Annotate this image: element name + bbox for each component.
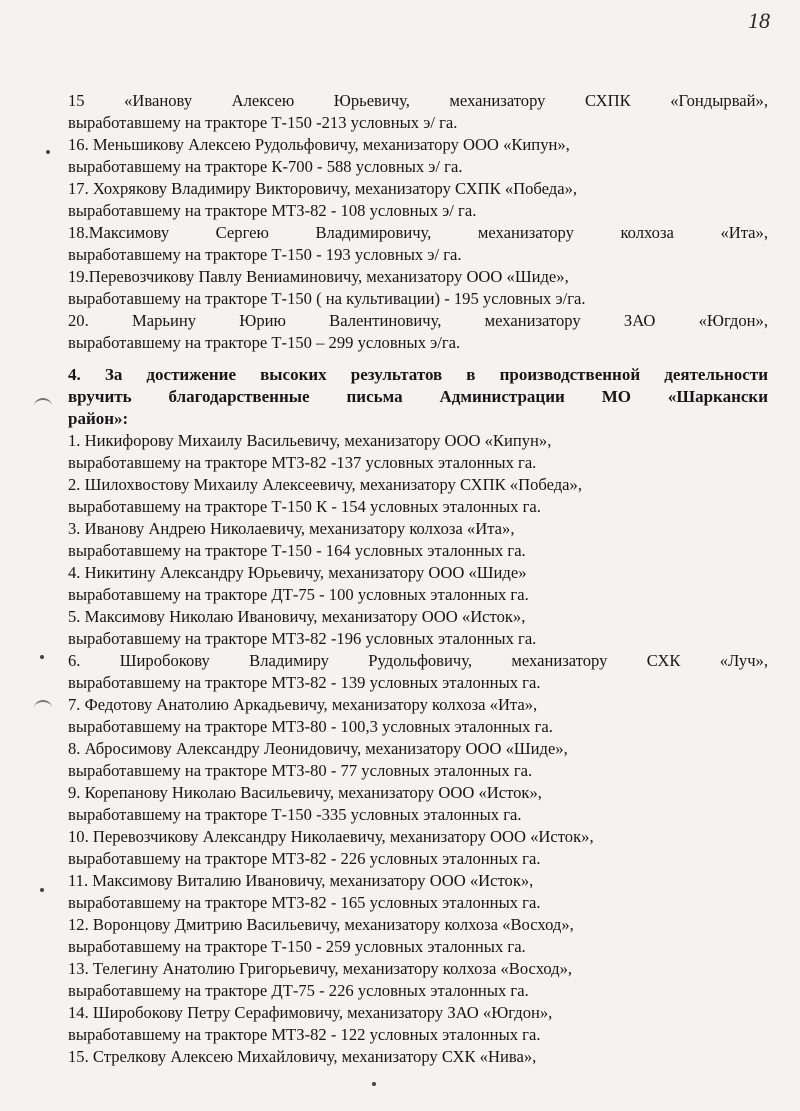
heading-line: 4. За достижение высоких результатов в производственной деятельности xyxy=(68,365,768,384)
heading-line: вручить благодарственные письма Администрации МО «Шаркански xyxy=(68,387,768,406)
award-entry-line: 7. Федотову Анатолию Аркадьевичу, механизатору колхоза «Ита», xyxy=(68,695,538,714)
award-entry-line: 10. Перевозчикову Александру Николаевичу, механизатору ООО «Исток», xyxy=(68,827,594,846)
award-entry-line: 3. Иванову Андрею Николаевичу, механизатору колхоза «Ита», xyxy=(68,519,515,538)
award-entry-line: 9. Корепанову Николаю Васильевичу, механизатору ООО «Исток», xyxy=(68,783,542,802)
scan-dot xyxy=(40,655,44,659)
award-entry-line: выработавшему на тракторе МТЗ-82 - 165 условных эталонных га. xyxy=(68,893,541,912)
award-entry-line: выработавшему на тракторе Т-150 -213 условных э/ га. xyxy=(68,113,458,132)
award-entry-line: выработавшему на тракторе Т-150 -335 условных эталонных га. xyxy=(68,805,522,824)
award-entry-line: 14. Широбокову Петру Серафимовичу, механизатору ЗАО «Югдон», xyxy=(68,1003,553,1022)
award-entry-line: выработавшему на тракторе Т-150 - 164 условных эталонных га. xyxy=(68,541,526,560)
award-entry-line: 15 «Иванову Алексею Юрьевичу, механизатору СХПК «Гондырвай», xyxy=(68,91,768,110)
award-entry-line: 17. Хохрякову Владимиру Викторовичу, механизатору СХПК «Победа», xyxy=(68,179,578,198)
award-entry-line: 18.Максимову Сергею Владимировичу, механизатору колхоза «Ита», xyxy=(68,223,768,242)
award-entry-line: выработавшему на тракторе ДТ-75 - 100 условных эталонных га. xyxy=(68,585,529,604)
heading-line: район»: xyxy=(68,409,129,428)
scan-dot xyxy=(372,1082,376,1086)
award-entry-line: 4. Никитину Александру Юрьевичу, механизатору ООО «Шиде» xyxy=(68,563,527,582)
award-entry-line: 5. Максимову Николаю Ивановичу, механизатору ООО «Исток», xyxy=(68,607,526,626)
award-entry-line: выработавшему на тракторе К-700 - 588 условных э/ га. xyxy=(68,157,463,176)
award-entry-line: выработавшему на тракторе МТЗ-80 - 77 условных эталонных га. xyxy=(68,761,533,780)
award-entry-line: выработавшему на тракторе МТЗ-82 -137 условных эталонных га. xyxy=(68,453,537,472)
scan-mark xyxy=(34,398,52,414)
award-entry-line: выработавшему на тракторе МТЗ-82 - 108 условных э/ га. xyxy=(68,201,477,220)
scan-dot xyxy=(46,150,50,154)
award-entry-line: выработавшему на тракторе Т-150 - 259 условных эталонных га. xyxy=(68,937,526,956)
award-entry-line: 13. Телегину Анатолию Григорьевичу, механизатору колхоза «Восход», xyxy=(68,959,573,978)
award-entry-line: выработавшему на тракторе МТЗ-80 - 100,3 условных эталонных га. xyxy=(68,717,553,736)
award-entry-line: 2. Шилохвостову Михаилу Алексеевичу, механизатору СХПК «Победа», xyxy=(68,475,582,494)
award-entry-line: выработавшему на тракторе Т-150 – 299 условных э/га. xyxy=(68,333,461,352)
award-entry-line: выработавшему на тракторе Т-150 К - 154 условных эталонных га. xyxy=(68,497,541,516)
scan-mark xyxy=(34,700,52,716)
award-entry-line: 1. Никифорову Михаилу Васильевичу, механизатору ООО «Кипун», xyxy=(68,431,552,450)
award-entry-line: 12. Воронцову Дмитрию Васильевичу, механизатору колхоза «Восход», xyxy=(68,915,574,934)
scan-dot xyxy=(40,888,44,892)
award-entry-line: выработавшему на тракторе МТЗ-82 -196 условных эталонных га. xyxy=(68,629,537,648)
award-entry-line: выработавшему на тракторе МТЗ-82 - 122 условных эталонных га. xyxy=(68,1025,541,1044)
award-entry-line: 8. Абросимову Александру Леонидовичу, механизатору ООО «Шиде», xyxy=(68,739,568,758)
award-entry-line: 15. Стрелкову Алексею Михайловичу, механизатору СХК «Нива», xyxy=(68,1047,537,1066)
award-entry-line: 19.Перевозчикову Павлу Вениаминовичу, механизатору ООО «Шиде», xyxy=(68,267,569,286)
award-entry-line: выработавшему на тракторе МТЗ-82 - 139 условных эталонных га. xyxy=(68,673,541,692)
page-number: 18 xyxy=(748,8,770,33)
award-entry-line: выработавшему на тракторе Т-150 - 193 условных э/ га. xyxy=(68,245,462,264)
award-entry-line: выработавшему на тракторе МТЗ-82 - 226 условных эталонных га. xyxy=(68,849,541,868)
award-entry-line: выработавшему на тракторе Т-150 ( на культивации) - 195 условных э/га. xyxy=(68,289,586,308)
award-entry-line: 20. Марьину Юрию Валентиновичу, механизатору ЗАО «Югдон», xyxy=(68,311,768,330)
award-entry-line: 11. Максимову Виталию Ивановичу, механизатору ООО «Исток», xyxy=(68,871,534,890)
award-entry-line: 16. Меньшикову Алексею Рудольфовичу, механизатору ООО «Кипун», xyxy=(68,135,570,154)
award-entry-line: 6. Широбокову Владимиру Рудольфовичу, механизатору СХК «Луч», xyxy=(68,651,768,670)
award-entry-line: выработавшему на тракторе ДТ-75 - 226 условных эталонных га. xyxy=(68,981,529,1000)
